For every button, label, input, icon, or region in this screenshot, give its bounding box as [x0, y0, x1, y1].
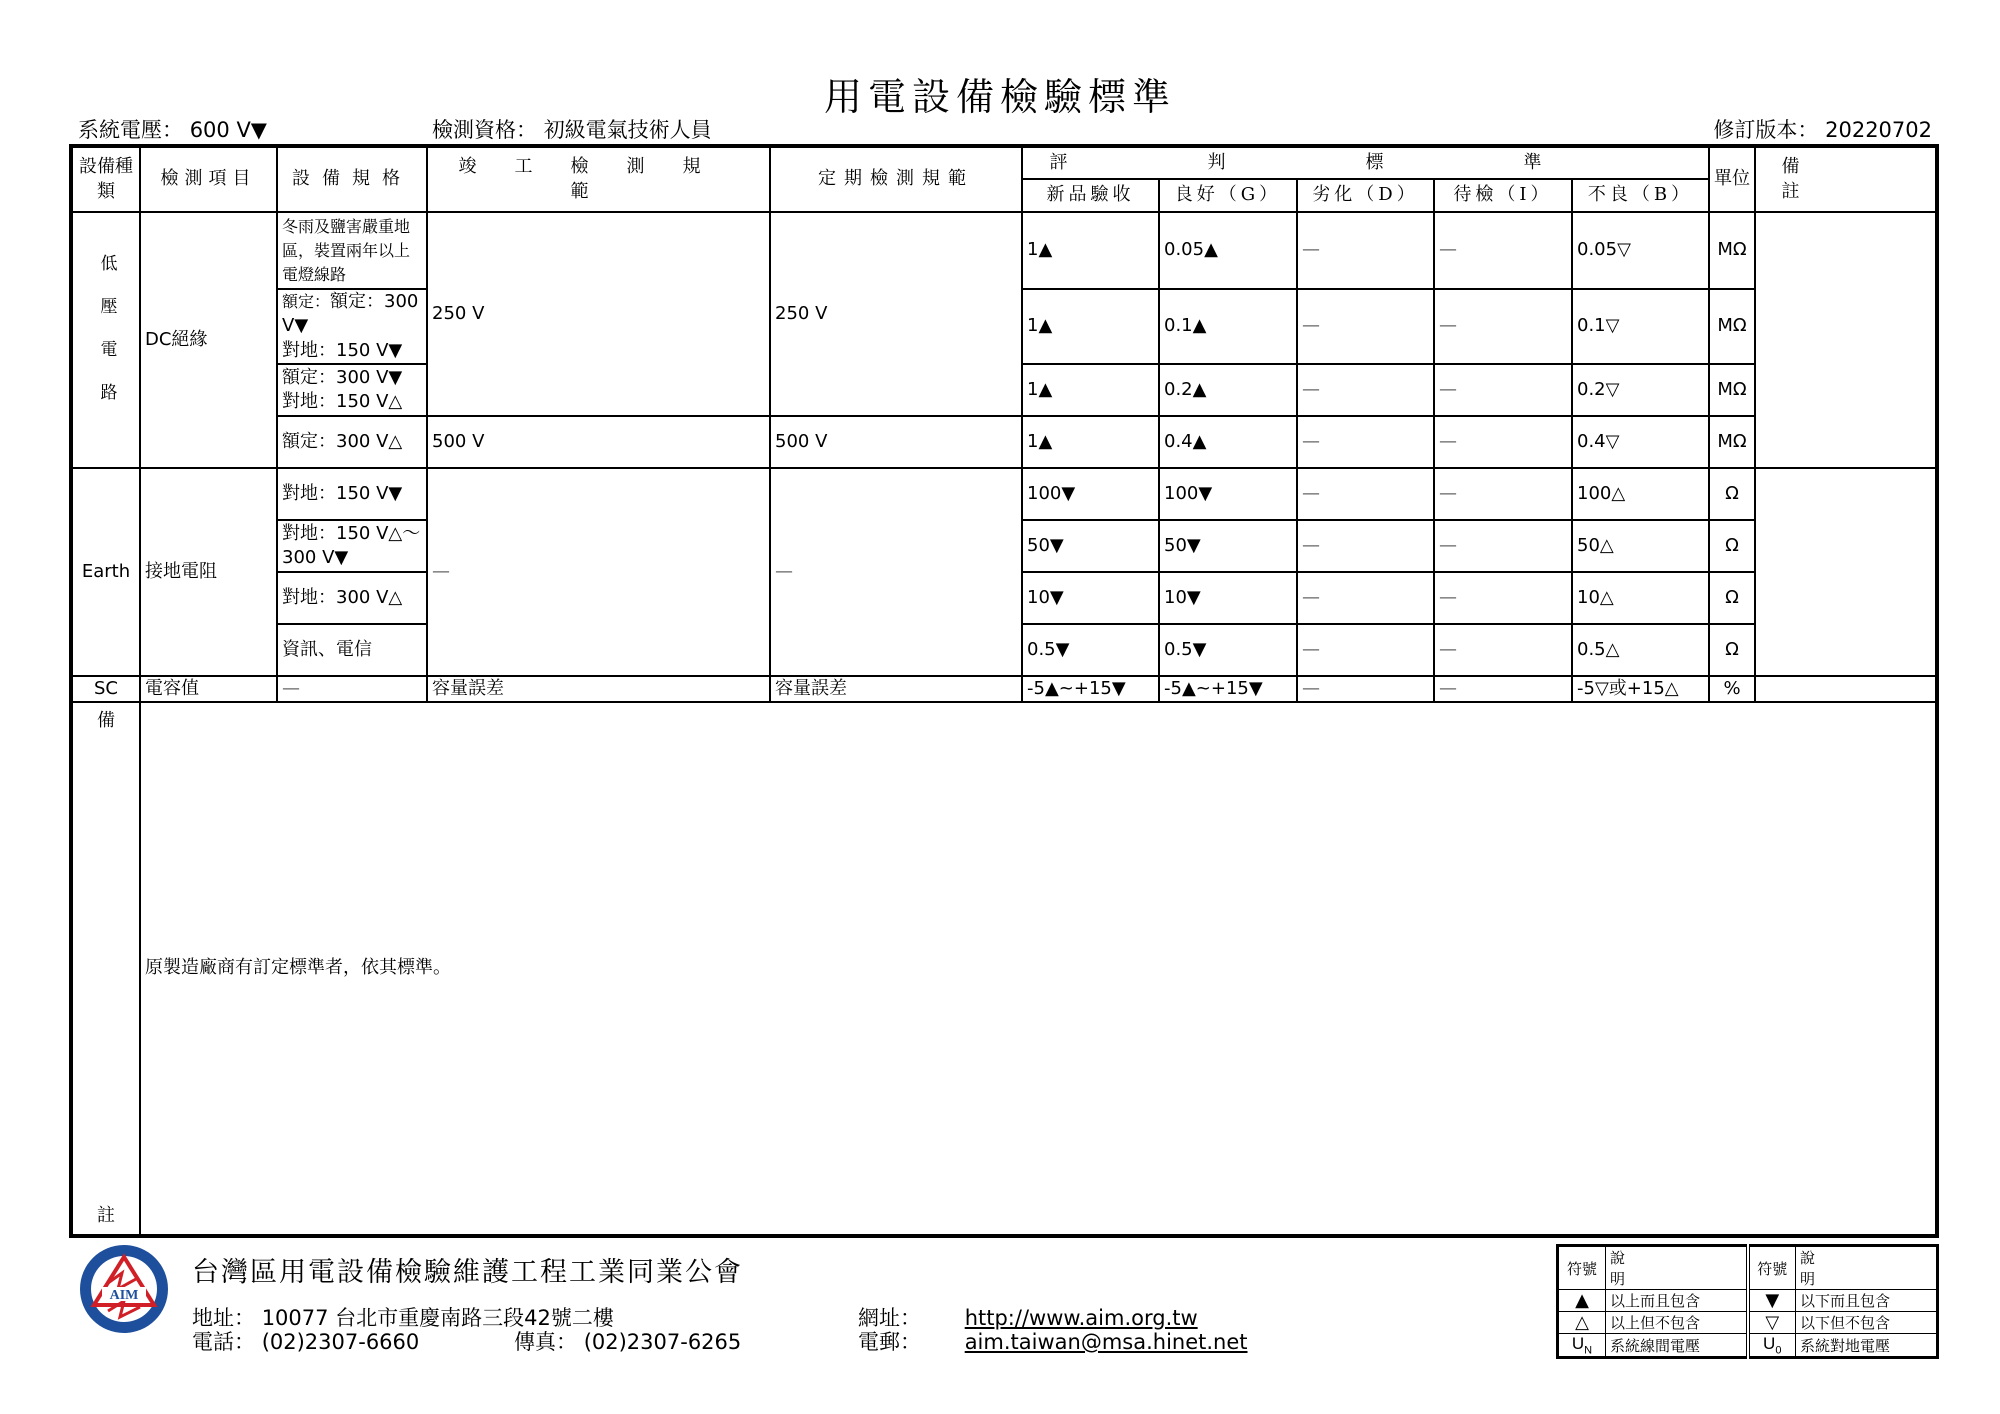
legend-symbol: ▲: [1558, 1290, 1606, 1312]
notes-text: 原製造廠商有訂定標準者，依其標準。: [145, 957, 451, 979]
pending-cell: —: [1434, 212, 1572, 289]
col-type: 設備種類: [71, 146, 140, 212]
table-row: [71, 212, 1937, 289]
completion-cell: —: [427, 468, 770, 676]
inspection-table: [69, 144, 1939, 1238]
fax: [514, 1326, 741, 1356]
good-cell: 0.2▲: [1159, 364, 1297, 416]
legend-symbol-header: 符號: [1558, 1246, 1606, 1290]
pending-cell: —: [1434, 676, 1572, 702]
col-criteria: 評判標準: [1022, 146, 1709, 179]
good-cell: 100▼: [1159, 468, 1297, 520]
notes-label-top: 備: [97, 710, 115, 732]
pending-cell: —: [1434, 289, 1572, 364]
unit-cell: MΩ: [1709, 416, 1755, 468]
remark-cell: [1755, 676, 1937, 702]
website-link[interactable]: http://www.aim.org.tw: [964, 1306, 1198, 1330]
degraded-cell: —: [1297, 624, 1434, 676]
system-voltage-value: 600 V▼: [189, 118, 267, 142]
email: [858, 1326, 1248, 1356]
revision-value: 20220702: [1825, 118, 1932, 142]
col-unit: 單位: [1709, 146, 1755, 212]
item-sc: 電容值: [140, 676, 277, 702]
degraded-cell: —: [1297, 289, 1434, 364]
legend-desc: 系統線間電壓: [1606, 1334, 1748, 1358]
new-cell: 10▼: [1022, 572, 1159, 624]
periodic-cell: 250 V: [770, 212, 1022, 416]
revision: [1713, 114, 1932, 144]
new-cell: 1▲: [1022, 289, 1159, 364]
new-cell: 1▲: [1022, 212, 1159, 289]
bad-cell: -5▽或+15△: [1572, 676, 1709, 702]
address-value: 10077 台北市重慶南路三段42號二樓: [261, 1306, 614, 1330]
legend-symbol-main: U: [1763, 1334, 1776, 1353]
qualification: [432, 114, 712, 144]
good-cell: 0.4▲: [1159, 416, 1297, 468]
unit-cell: MΩ: [1709, 289, 1755, 364]
organization-name: 台灣區用電設備檢驗維護工程工業同業公會: [192, 1257, 743, 1288]
bad-cell: 0.05▽: [1572, 212, 1709, 289]
col-item: 檢測項目: [140, 146, 277, 212]
spec-cell: [277, 289, 427, 364]
periodic-cell: —: [770, 468, 1022, 676]
spec-line: 額定：額定：300 V▼: [282, 291, 419, 337]
col-remark: 備註: [1755, 146, 1937, 212]
bad-cell: 100△: [1572, 468, 1709, 520]
bad-cell: 10△: [1572, 572, 1709, 624]
degraded-cell: —: [1297, 520, 1434, 572]
bad-cell: 50△: [1572, 520, 1709, 572]
unit-cell: MΩ: [1709, 212, 1755, 289]
legend-symbol: [1748, 1334, 1796, 1358]
good-cell: 0.5▼: [1159, 624, 1297, 676]
notes-label: [71, 702, 140, 1236]
degraded-cell: —: [1297, 364, 1434, 416]
good-cell: -5▲~+15▼: [1159, 676, 1297, 702]
legend-symbol-header: 符號: [1748, 1246, 1796, 1290]
legend-symbol: ▼: [1748, 1290, 1796, 1312]
col-new: 新品驗收: [1022, 179, 1159, 212]
spec-line: [282, 339, 422, 363]
new-cell: 50▼: [1022, 520, 1159, 572]
degraded-cell: —: [1297, 572, 1434, 624]
periodic-cell: 容量誤差: [770, 676, 1022, 702]
phone-value: (02)2307-6660: [261, 1330, 420, 1354]
item-earth: 接地電阻: [140, 468, 277, 676]
bad-cell: 0.4▽: [1572, 416, 1709, 468]
email-label: 電郵：: [858, 1330, 921, 1354]
legend-symbol-sub: N: [1584, 1344, 1593, 1357]
completion-cell: 500 V: [427, 416, 770, 468]
legend-desc: 以上而且包含: [1606, 1290, 1748, 1312]
completion-cell: 容量誤差: [427, 676, 770, 702]
remark-cell: [1755, 468, 1937, 676]
completion-cell: 250 V: [427, 212, 770, 416]
spec-cell: 對地：300 V△: [277, 572, 427, 624]
phone-label: 電話：: [192, 1330, 255, 1354]
unit-cell: Ω: [1709, 624, 1755, 676]
new-cell: 100▼: [1022, 468, 1159, 520]
new-cell: -5▲~+15▼: [1022, 676, 1159, 702]
spec-cell: 對地：150 V△～300 V▼: [277, 520, 427, 572]
pending-cell: —: [1434, 364, 1572, 416]
pending-cell: —: [1434, 520, 1572, 572]
bad-cell: 0.1▽: [1572, 289, 1709, 364]
degraded-cell: —: [1297, 676, 1434, 702]
legend-desc-header: 說明: [1606, 1246, 1748, 1290]
notes-body: [140, 702, 1937, 1236]
spec-cell: 對地：150 V▼: [277, 468, 427, 520]
legend-symbol-main: U: [1571, 1334, 1585, 1353]
legend-symbol: ▽: [1748, 1312, 1796, 1334]
col-good: 良好（G）: [1159, 179, 1297, 212]
table-row: [71, 676, 1937, 702]
fax-label: 傳真：: [514, 1330, 577, 1354]
spec-value: 額定：300 V▼: [282, 291, 419, 337]
new-cell: 1▲: [1022, 364, 1159, 416]
col-spec: 設備規格: [277, 146, 427, 212]
aim-logo-icon: [78, 1243, 170, 1335]
legend-row: [1558, 1312, 1938, 1334]
degraded-cell: —: [1297, 416, 1434, 468]
unit-cell: %: [1709, 676, 1755, 702]
good-cell: 10▼: [1159, 572, 1297, 624]
legend-header: [1558, 1246, 1938, 1290]
legend-symbol-sub: 0: [1775, 1344, 1782, 1357]
degraded-cell: —: [1297, 212, 1434, 289]
spec-cell: —: [277, 676, 427, 702]
legend-desc: 系統對地電壓: [1796, 1334, 1938, 1358]
item-dc: DC絕緣: [140, 212, 277, 468]
pending-cell: —: [1434, 572, 1572, 624]
revision-label: 修訂版本：: [1713, 118, 1819, 142]
legend-desc: 以上但不包含: [1606, 1312, 1748, 1334]
legend-row: [1558, 1334, 1938, 1358]
periodic-cell: 500 V: [770, 416, 1022, 468]
type-sc: SC: [71, 676, 140, 702]
system-voltage: [78, 114, 267, 144]
good-cell: 0.05▲: [1159, 212, 1297, 289]
col-degraded: 劣化（D）: [1297, 179, 1434, 212]
good-cell: 0.1▲: [1159, 289, 1297, 364]
unit-cell: Ω: [1709, 572, 1755, 624]
qualification-value: 初級電氣技術人員: [543, 118, 712, 142]
legend-symbol: △: [1558, 1312, 1606, 1334]
good-cell: 50▼: [1159, 520, 1297, 572]
fax-value: (02)2307-6265: [583, 1330, 742, 1354]
new-cell: 1▲: [1022, 416, 1159, 468]
web-label: 網址：: [858, 1306, 921, 1330]
type-low-voltage: [71, 212, 140, 468]
bad-cell: 0.5△: [1572, 624, 1709, 676]
spec-value: 額定：300 V▼: [282, 366, 403, 388]
spec-cell: [277, 364, 427, 416]
type-low-voltage-label: 低壓電路: [96, 253, 117, 426]
legend-desc: 以下但不包含: [1796, 1312, 1938, 1334]
col-bad: 不良（B）: [1572, 179, 1709, 212]
col-pending: 待檢（I）: [1434, 179, 1572, 212]
legend-row: [1558, 1290, 1938, 1312]
pending-cell: —: [1434, 416, 1572, 468]
new-cell: 0.5▼: [1022, 624, 1159, 676]
system-voltage-label: 系統電壓：: [78, 118, 183, 142]
spec-value: 對地：150 V▼: [282, 339, 403, 361]
pending-cell: —: [1434, 624, 1572, 676]
pending-cell: —: [1434, 468, 1572, 520]
table-row: [71, 468, 1937, 520]
spec-cell: 資訊、電信: [277, 624, 427, 676]
page-title: 用電設備檢驗標準: [823, 75, 1176, 119]
spec-value: 對地：150 V△: [282, 390, 403, 412]
phone: [192, 1326, 419, 1356]
bad-cell: 0.2▽: [1572, 364, 1709, 416]
email-link[interactable]: aim.taiwan@msa.hinet.net: [964, 1330, 1248, 1354]
notes-label-bottom: 註: [97, 1204, 115, 1226]
notes-label-stack: [73, 703, 139, 1234]
table-row: [71, 416, 1937, 468]
col-periodic: 定期檢測規範: [770, 146, 1022, 212]
col-completion: 竣工檢測規範: [427, 146, 770, 212]
legend-desc: 以下而且包含: [1796, 1290, 1938, 1312]
degraded-cell: —: [1297, 468, 1434, 520]
unit-cell: MΩ: [1709, 364, 1755, 416]
spec-cell: 額定：300 V△: [277, 416, 427, 468]
unit-cell: Ω: [1709, 520, 1755, 572]
legend-desc-header: 說明: [1796, 1246, 1938, 1290]
qualification-label: 檢測資格：: [432, 118, 537, 142]
notes-row: [71, 702, 1937, 1236]
legend-symbol: [1558, 1334, 1606, 1358]
remark-cell: [1755, 212, 1937, 468]
unit-cell: Ω: [1709, 468, 1755, 520]
spec-cell: 冬雨及鹽害嚴重地區，裝置兩年以上電燈線路: [277, 212, 427, 289]
type-earth: Earth: [71, 468, 140, 676]
symbol-legend: [1556, 1244, 1939, 1359]
logo-text: AIM: [109, 1288, 139, 1303]
address-label: 地址：: [192, 1306, 255, 1330]
